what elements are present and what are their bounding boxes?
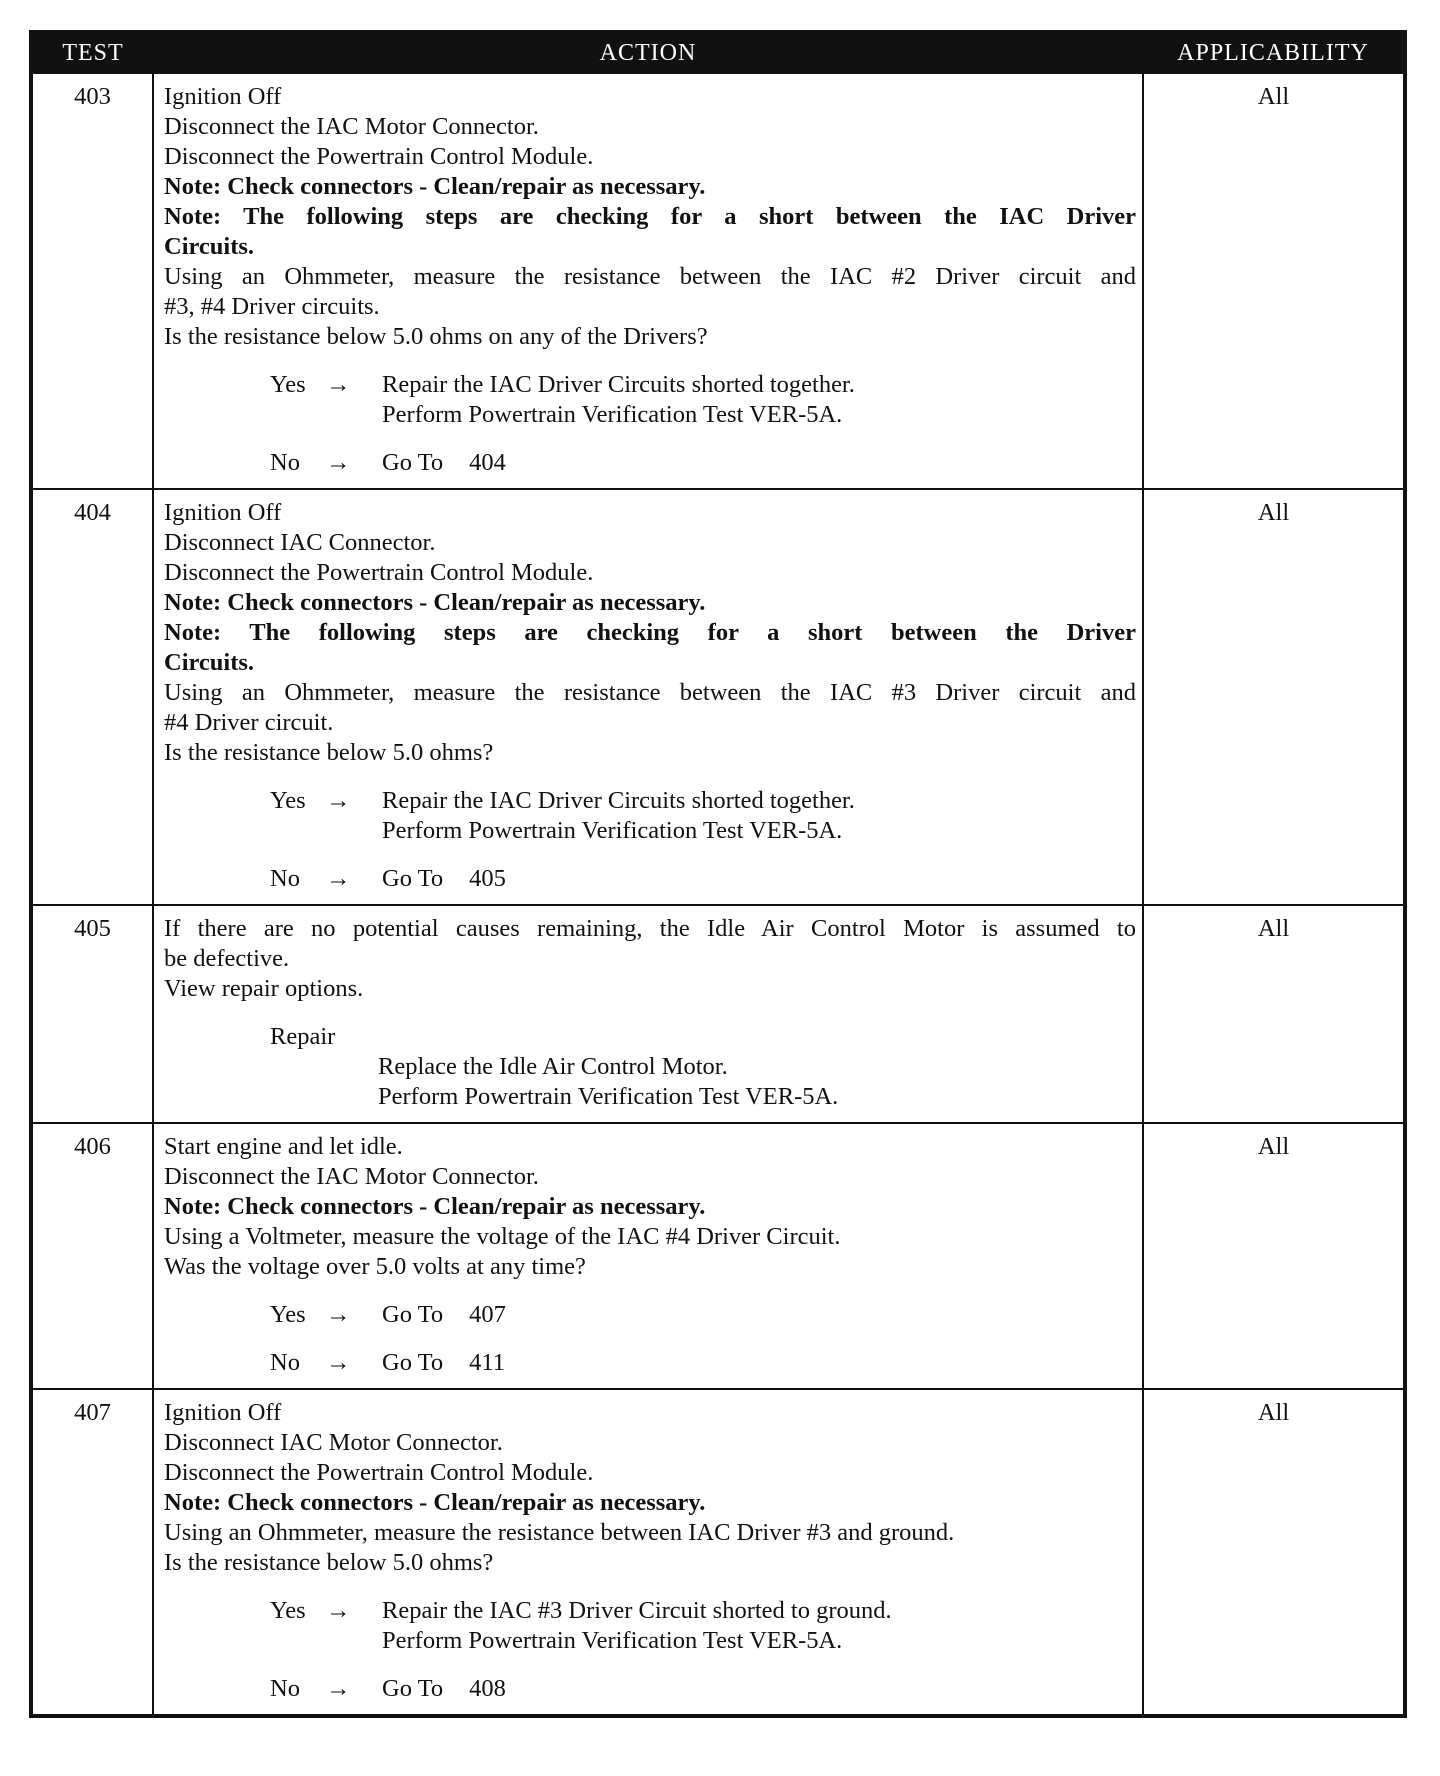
action-line: Note: Check connectors - Clean/repair as necessary. (164, 173, 706, 200)
outcome-line: Perform Powertrain Verification Test VER-5A. (382, 401, 843, 428)
test-action (153, 1123, 1143, 1389)
test-action (153, 1389, 1143, 1716)
test-row (31, 73, 1405, 489)
test-action (153, 905, 1143, 1123)
test-number: 403 (31, 73, 153, 489)
arrow-right-icon: → (326, 787, 351, 814)
outcome-label: No (270, 449, 300, 476)
action-line: Disconnect the IAC Motor Connector. (164, 1163, 539, 1190)
action-line: Circuits. (164, 233, 255, 260)
arrow-right-icon: → (326, 449, 351, 476)
goto-reference (382, 1301, 506, 1328)
action-line: #4 Driver circuit. (164, 709, 334, 736)
goto-reference (382, 1675, 506, 1702)
test-row (31, 1389, 1405, 1716)
outcome-no (270, 1674, 1136, 1704)
goto-text: Go To (382, 1349, 444, 1376)
outcome-yes (270, 1300, 1136, 1330)
repair-lines (378, 1052, 1136, 1112)
action-line: Ignition Off (164, 499, 282, 526)
action-line: Note: Check connectors - Clean/repair as necessary. (164, 1193, 706, 1220)
repair-line: Replace the Idle Air Control Motor. (378, 1053, 728, 1080)
arrow-right-icon: → (326, 1675, 351, 1702)
action-line: Disconnect the Powertrain Control Module. (164, 559, 594, 586)
action-line: Disconnect the Powertrain Control Module. (164, 1459, 594, 1486)
goto-text: Go To (382, 1675, 444, 1702)
goto-reference (382, 1349, 505, 1376)
arrow-right-icon: → (326, 865, 351, 892)
outcome-line: Perform Powertrain Verification Test VER-5A. (382, 817, 843, 844)
outcome-no (270, 448, 1136, 478)
action-line: be defective. (164, 945, 290, 972)
outcome-yes (270, 786, 1136, 846)
outcome-label: Yes (270, 787, 306, 814)
test-number: 404 (31, 489, 153, 905)
goto-reference (382, 449, 506, 476)
goto-target: 404 (469, 449, 506, 476)
action-line: View repair options. (164, 975, 364, 1002)
test-number: 407 (31, 1389, 153, 1716)
outcome-label: Yes (270, 371, 306, 398)
action-line: Circuits. (164, 649, 255, 676)
outcome-line: Repair the IAC Driver Circuits shorted together. (382, 371, 855, 398)
action-line: Ignition Off (164, 83, 282, 110)
outcome-label: No (270, 1349, 300, 1376)
outcome-body (382, 1348, 505, 1378)
table-header-row (31, 32, 1405, 73)
action-line: Disconnect IAC Motor Connector. (164, 1429, 503, 1456)
action-line: If there are no potential causes remaining, the Idle Air Control Motor is assumed to (164, 915, 1136, 942)
action-line: Disconnect the IAC Motor Connector. (164, 113, 539, 140)
applicability: All (1143, 905, 1405, 1123)
action-line: Using an Ohmmeter, measure the resistance between the IAC #2 Driver circuit and (164, 263, 1136, 290)
header-applicability: APPLICABILITY (1143, 32, 1405, 73)
goto-target: 411 (469, 1349, 505, 1376)
test-row (31, 1123, 1405, 1389)
repair-block (270, 1022, 1136, 1112)
outcome-line: Repair the IAC Driver Circuits shorted together. (382, 787, 855, 814)
goto-target: 408 (469, 1675, 506, 1702)
outcome-line: Perform Powertrain Verification Test VER-5A. (382, 1627, 843, 1654)
action-line: Using a Voltmeter, measure the voltage of the IAC #4 Driver Circuit. (164, 1223, 841, 1250)
action-line: Note: Check connectors - Clean/repair as necessary. (164, 589, 706, 616)
outcome-yes (270, 1596, 1136, 1656)
applicability: All (1143, 1123, 1405, 1389)
action-line: Note: The following steps are checking for a short between the Driver (164, 619, 1136, 646)
action-line: Was the voltage over 5.0 volts at any time? (164, 1253, 586, 1280)
action-line: #3, #4 Driver circuits. (164, 293, 380, 320)
outcome-yes (270, 370, 1136, 430)
diagnostic-test-table (29, 30, 1407, 1718)
outcome-line: Repair the IAC #3 Driver Circuit shorted to ground. (382, 1597, 892, 1624)
test-number: 405 (31, 905, 153, 1123)
goto-target: 407 (469, 1301, 506, 1328)
action-line: Using an Ohmmeter, measure the resistance between IAC Driver #3 and ground. (164, 1519, 955, 1546)
outcome-body (382, 448, 506, 478)
action-line: Note: Check connectors - Clean/repair as necessary. (164, 1489, 706, 1516)
action-line: Is the resistance below 5.0 ohms on any of the Drivers? (164, 323, 708, 350)
goto-reference (382, 865, 506, 892)
repair-line: Perform Powertrain Verification Test VER-5A. (378, 1083, 839, 1110)
test-row (31, 905, 1405, 1123)
header-test: TEST (31, 32, 153, 73)
outcome-body (382, 370, 855, 430)
action-line: Disconnect the Powertrain Control Module. (164, 143, 594, 170)
goto-text: Go To (382, 449, 444, 476)
test-action (153, 73, 1143, 489)
test-row (31, 489, 1405, 905)
action-line: Note: The following steps are checking for a short between the IAC Driver (164, 203, 1136, 230)
action-line: Is the resistance below 5.0 ohms? (164, 1549, 494, 1576)
outcome-body (382, 864, 506, 894)
arrow-right-icon: → (326, 1301, 351, 1328)
outcome-no (270, 864, 1136, 894)
arrow-right-icon: → (326, 1597, 351, 1624)
header-action: ACTION (153, 32, 1143, 73)
test-number: 406 (31, 1123, 153, 1389)
outcome-label: No (270, 865, 300, 892)
goto-text: Go To (382, 865, 444, 892)
action-line: Is the resistance below 5.0 ohms? (164, 739, 494, 766)
outcome-body (382, 1674, 506, 1704)
applicability: All (1143, 489, 1405, 905)
outcome-label: No (270, 1675, 300, 1702)
repair-label: Repair (270, 1023, 336, 1050)
goto-target: 405 (469, 865, 506, 892)
outcome-body (382, 1596, 892, 1656)
arrow-right-icon: → (326, 1349, 351, 1376)
applicability: All (1143, 1389, 1405, 1716)
outcome-label: Yes (270, 1301, 306, 1328)
action-line: Ignition Off (164, 1399, 282, 1426)
outcome-body (382, 786, 855, 846)
action-line: Using an Ohmmeter, measure the resistance between the IAC #3 Driver circuit and (164, 679, 1136, 706)
action-line: Start engine and let idle. (164, 1133, 403, 1160)
goto-text: Go To (382, 1301, 444, 1328)
test-action (153, 489, 1143, 905)
outcome-label: Yes (270, 1597, 306, 1624)
action-line: Disconnect IAC Connector. (164, 529, 436, 556)
outcome-no (270, 1348, 1136, 1378)
outcome-body (382, 1300, 506, 1330)
arrow-right-icon: → (326, 371, 351, 398)
applicability: All (1143, 73, 1405, 489)
